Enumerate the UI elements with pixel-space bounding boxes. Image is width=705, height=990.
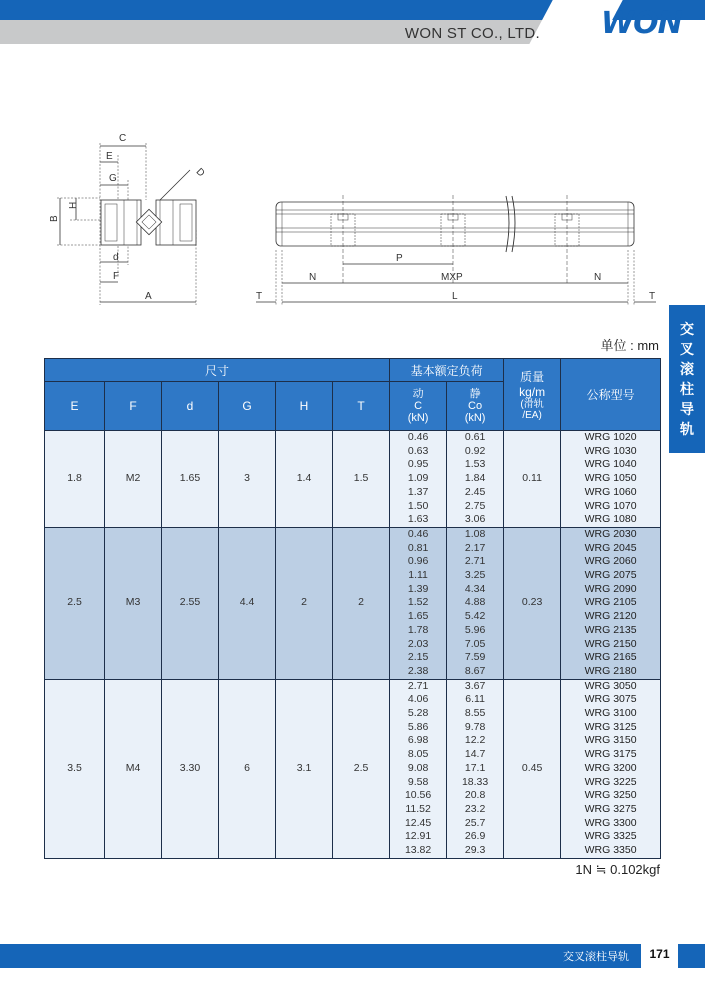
header-dyn-label: 动	[412, 388, 424, 400]
cell-static-load-value: 3.67	[464, 679, 486, 692]
cell-static-load-value: 26.9	[464, 830, 486, 843]
cell-model-value: WRG 3225	[584, 775, 637, 788]
cell-model-value: WRG 2120	[584, 610, 637, 623]
dim-label-G: G	[109, 173, 117, 184]
cell-static-load	[447, 431, 504, 528]
cell-model	[561, 431, 661, 528]
side-tab-char: 叉	[680, 341, 694, 357]
cell-static-load-value: 2.75	[464, 499, 486, 512]
cell-static-load	[447, 527, 504, 679]
cell-dynamic-load-value: 12.45	[404, 816, 432, 829]
dim-label-H: H	[68, 201, 79, 209]
cell-model-value: WRG 3175	[584, 748, 637, 761]
cell-d: 2.55	[162, 527, 219, 679]
dim-label-B: B	[49, 215, 60, 222]
cell-dynamic-load-value: 1.78	[407, 623, 429, 636]
cell-model-value: WRG 2105	[584, 596, 637, 609]
cell-static-load-value: 1.08	[464, 527, 486, 540]
cell-static-load-value: 5.96	[464, 623, 486, 636]
cell-model-value: WRG 2135	[584, 623, 637, 636]
cell-model-value: WRG 3150	[584, 734, 637, 747]
cell-static-load-value: 2.45	[464, 485, 486, 498]
cell-dynamic-load-value: 0.96	[407, 555, 429, 568]
cell-static-load-value: 23.2	[464, 802, 486, 815]
header-G: G	[219, 382, 276, 431]
cell-dynamic-load-value: 1.11	[408, 569, 428, 582]
cell-model-value: WRG 2150	[584, 637, 637, 650]
cell-dynamic-load-value: 5.86	[407, 720, 429, 733]
header-dyn-unit: (kN)	[407, 412, 429, 424]
header-T: T	[333, 382, 390, 431]
cell-static-load-value: 12.2	[464, 734, 486, 747]
cell-static-load-value: 7.05	[464, 637, 486, 650]
cell-mass: 0.11	[504, 431, 561, 528]
rail-length-drawing	[256, 195, 656, 305]
dim-label-T-right: T	[649, 291, 656, 302]
cell-static-load-value: 1.84	[464, 472, 486, 485]
footer-section-label: 交叉滚柱导轨	[563, 951, 629, 963]
spec-table	[44, 358, 661, 859]
side-tab-char: 柱	[680, 381, 694, 397]
header-model: 公称型号	[561, 359, 661, 431]
cell-model-value: WRG 2165	[584, 651, 637, 664]
cell-dynamic-load	[390, 527, 447, 679]
cell-H: 2	[276, 527, 333, 679]
header-H: H	[276, 382, 333, 431]
section-side-tab	[669, 305, 705, 453]
cell-dynamic-load-value: 9.58	[407, 775, 429, 788]
dim-label-T-left: T	[256, 291, 263, 302]
cell-static-load-value: 7.59	[464, 651, 486, 664]
cell-static-load-value: 2.17	[464, 541, 486, 554]
header-stat-unit: (kN)	[464, 412, 486, 424]
cell-static-load-value: 8.67	[464, 664, 486, 677]
side-tab-char: 滚	[680, 361, 694, 377]
cell-mass: 0.23	[504, 527, 561, 679]
cell-static-load-value: 14.7	[464, 748, 486, 761]
cell-model-value: WRG 2030	[584, 527, 637, 540]
cell-dynamic-load-value: 10.56	[404, 789, 432, 802]
cell-model-value: WRG 1060	[584, 485, 637, 498]
cell-model-value: WRG 3050	[584, 679, 637, 692]
cell-dynamic-load-value: 1.39	[407, 582, 429, 595]
cell-E: 2.5	[45, 527, 105, 679]
cell-dynamic-load-value: 1.09	[407, 472, 429, 485]
cell-static-load-value: 2.71	[464, 555, 486, 568]
dim-label-C: C	[119, 133, 127, 144]
page-number: 171	[649, 947, 670, 961]
cell-F: M2	[105, 431, 162, 528]
cell-static-load-value: 18.33	[461, 775, 489, 788]
dim-label-N-right: N	[594, 272, 602, 283]
cell-model	[561, 679, 661, 858]
cell-dynamic-load	[390, 679, 447, 858]
header-d: d	[162, 382, 219, 431]
cell-dynamic-load-value: 8.05	[407, 748, 429, 761]
cell-static-load-value: 4.88	[464, 596, 486, 609]
cell-dynamic-load-value: 0.46	[407, 431, 429, 443]
cell-dynamic-load-value: 2.71	[407, 679, 429, 692]
cell-model-value: WRG 3075	[584, 693, 637, 706]
header-static-load	[447, 382, 504, 431]
cell-model-value: WRG 3275	[584, 802, 637, 815]
cell-H: 1.4	[276, 431, 333, 528]
cell-dynamic-load-value: 0.81	[407, 541, 429, 554]
cell-static-load-value: 1.53	[464, 458, 486, 471]
cell-model-value: WRG 3325	[584, 830, 637, 843]
cell-dynamic-load-value: 9.08	[407, 761, 429, 774]
dim-label-d: d	[113, 252, 119, 263]
cell-dynamic-load-value: 1.52	[407, 596, 429, 609]
cell-dynamic-load-value: 2.03	[407, 637, 429, 650]
header-load-rating: 基本额定负荷	[390, 359, 504, 382]
cell-dynamic-load	[390, 431, 447, 528]
cell-dynamic-load-value: 1.63	[407, 513, 429, 526]
cell-static-load-value: 5.42	[464, 610, 486, 623]
cell-static-load-value: 17.1	[464, 761, 486, 774]
cell-T: 2	[333, 527, 390, 679]
cell-E: 1.8	[45, 431, 105, 528]
cell-model-value: WRG 2060	[584, 555, 637, 568]
cell-model-value: WRG 1030	[584, 444, 637, 457]
technical-drawing	[0, 0, 705, 320]
cell-dynamic-load-value: 6.98	[407, 734, 429, 747]
side-tab-char: 交	[680, 321, 694, 337]
cell-model-value: WRG 3200	[584, 761, 637, 774]
cell-E: 3.5	[45, 679, 105, 858]
header-mass-note-1: (滑轨	[520, 399, 544, 410]
table-row	[45, 527, 661, 679]
cell-model-value: WRG 1080	[584, 513, 637, 526]
header-E: E	[45, 382, 105, 431]
cell-static-load-value: 20.8	[464, 789, 486, 802]
cell-static-load-value: 3.25	[464, 569, 486, 582]
spec-table-body	[45, 431, 661, 859]
cell-static-load-value: 8.55	[464, 707, 486, 720]
cell-model-value: WRG 2090	[584, 582, 637, 595]
table-row	[45, 679, 661, 858]
cell-dynamic-load-value: 2.38	[407, 664, 429, 677]
cell-static-load	[447, 679, 504, 858]
cell-H: 3.1	[276, 679, 333, 858]
cell-static-load-value: 0.61	[464, 431, 486, 443]
header-dyn-symbol: C	[414, 400, 423, 412]
side-tab-char: 轨	[680, 421, 694, 437]
cell-T: 1.5	[333, 431, 390, 528]
cell-dynamic-load-value: 0.95	[407, 458, 429, 471]
header-dynamic-load	[390, 382, 447, 431]
cell-static-load-value: 3.06	[464, 513, 486, 526]
header-stat-symbol: Co	[468, 400, 483, 412]
table-row	[45, 431, 661, 528]
header-F: F	[105, 382, 162, 431]
cell-model-value: WRG 1070	[584, 499, 637, 512]
cell-dynamic-load-value: 0.63	[407, 444, 429, 457]
cell-dynamic-load-value: 4.06	[407, 693, 429, 706]
cell-dynamic-load-value: 0.46	[407, 527, 429, 540]
dim-label-E: E	[106, 151, 113, 162]
cell-model-value: WRG 2075	[584, 569, 637, 582]
cell-dynamic-load-value: 11.52	[405, 802, 431, 815]
cell-static-load-value: 29.3	[464, 844, 486, 857]
company-name: WON ST CO., LTD.	[404, 25, 540, 42]
cell-model-value: WRG 3100	[584, 707, 637, 720]
cell-G: 3	[219, 431, 276, 528]
unit-label: 单位 : mm	[600, 338, 659, 353]
cell-T: 2.5	[333, 679, 390, 858]
cell-G: 6	[219, 679, 276, 858]
cell-dynamic-load-value: 5.28	[407, 707, 429, 720]
cell-model-value: WRG 3300	[584, 816, 637, 829]
cell-F: M4	[105, 679, 162, 858]
cell-static-load-value: 4.34	[464, 582, 486, 595]
cell-static-load-value: 9.78	[464, 720, 486, 733]
cell-model-value: WRG 3125	[584, 720, 637, 733]
header-mass	[504, 359, 561, 431]
header-dimensions: 尺寸	[45, 359, 390, 382]
brand-logo: WON	[601, 6, 682, 41]
cell-model-value: WRG 2045	[584, 541, 637, 554]
cell-d: 3.30	[162, 679, 219, 858]
cell-dynamic-load-value: 12.91	[404, 830, 432, 843]
cell-static-load-value: 6.11	[465, 693, 485, 706]
dim-label-A: A	[145, 291, 152, 302]
dim-label-MXP: MXP	[441, 272, 463, 283]
dim-label-N-left: N	[309, 272, 317, 283]
side-tab-char: 导	[680, 401, 694, 417]
cell-G: 4.4	[219, 527, 276, 679]
cell-model-value: WRG 2180	[584, 664, 637, 677]
dim-label-F: F	[113, 271, 120, 282]
cell-mass: 0.45	[504, 679, 561, 858]
cell-static-load-value: 0.92	[464, 444, 486, 457]
dim-label-D: D	[193, 166, 207, 180]
header-mass-label: 质量	[520, 370, 545, 384]
cell-model-value: WRG 1050	[584, 472, 637, 485]
cell-dynamic-load-value: 1.50	[407, 499, 429, 512]
cell-dynamic-load-value: 13.82	[404, 844, 432, 857]
header-stat-label: 静	[469, 388, 481, 400]
cell-model	[561, 527, 661, 679]
header-mass-note-2: /EA)	[522, 410, 542, 421]
cell-d: 1.65	[162, 431, 219, 528]
dim-label-P: P	[396, 253, 403, 264]
dim-label-L: L	[452, 291, 458, 302]
cell-dynamic-load-value: 2.15	[407, 651, 429, 664]
conversion-note: 1N ≒ 0.102kgf	[575, 862, 660, 877]
cross-section-drawing	[49, 133, 207, 305]
cell-dynamic-load-value: 1.65	[407, 610, 429, 623]
header-mass-unit: kg/m	[519, 385, 546, 399]
cell-model-value: WRG 3350	[584, 844, 637, 857]
cell-static-load-value: 25.7	[464, 816, 486, 829]
cell-F: M3	[105, 527, 162, 679]
cell-model-value: WRG 1040	[584, 458, 637, 471]
cell-model-value: WRG 3250	[584, 789, 637, 802]
cell-dynamic-load-value: 1.37	[407, 485, 429, 498]
cell-model-value: WRG 1020	[584, 431, 637, 443]
